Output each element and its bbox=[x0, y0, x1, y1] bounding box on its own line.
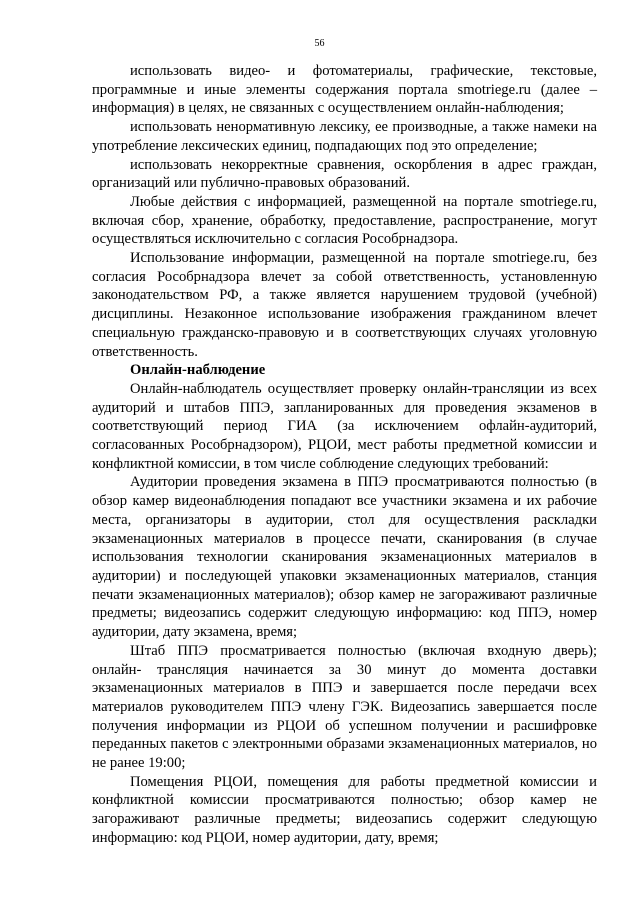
paragraph-observer-duties: Онлайн-наблюдатель осуществляет проверку онлайн-трансляции из всех аудиторий и штабов ППЭ, запланированных для проведения экзаменов в соответствующий период ГИА (за исключением офлайн-аудиторий, согласованных Рособрнадзором), РЦОИ, мест работы предметной комиссии и конфликтной комиссии, в том числе соблюдение следующих требований: bbox=[92, 380, 597, 472]
paragraph-ppe-headquarters: Штаб ППЭ просматривается полностью (включая входную дверь); онлайн- трансляция начинается за 30 минут до момента доставки экзаменационных материалов в ППЭ и завершается после передачи всех материалов руководителем ППЭ члену ГЭК. Видеозапись завершается после получения информации из РЦОИ об успешном получении и расшифровке переданных пакетов с электронными образами экзаменационных материалов, но не ранее 19:00; bbox=[92, 642, 597, 772]
paragraph-prohibition-language: использовать ненормативную лексику, ее производные, а также намеки на употребление лексических единиц, подпадающих под это определение; bbox=[92, 119, 597, 154]
paragraph-rcoi-premises: Помещения РЦОИ, помещения для работы предметной комиссии и конфликтной комиссии просматриваются полностью; обзор камер не загораживают различные предметы; видеозапись содержит следующую информацию: код РЦОИ, номер аудитории, дату, время; bbox=[92, 773, 597, 846]
section-heading-online-observation: Онлайн-наблюдение bbox=[130, 362, 266, 379]
paragraph-exam-rooms: Аудитории проведения экзамена в ППЭ просматриваются полностью (в обзор камер видеонаблюдения попадают все участники экзамена и их рабочие места, организаторы в аудитории, стол для осуществления раскладки экзаменационных материалов в процессе печати, сканирования (в случае использования технологии сканирования экзаменационных материалов в аудитории) и последующей упаковки экзаменационных материалов, станция печати экзаменационных материалов); обзор камер не загораживают различные предметы; видеозапись содержит следующую информацию: код ППЭ, номер аудитории, дату экзамена, время; bbox=[92, 474, 597, 641]
page-number: 56 bbox=[314, 38, 325, 49]
paragraph-prohibition-materials: использовать видео- и фотоматериалы, графические, текстовые, программные и иные элементы содержания портала smotriege.ru (далее – информация) в целях, не связанных с осуществлением онлайн-наблюдения; bbox=[92, 63, 597, 117]
paragraph-responsibility: Использование информации, размещенной на портале smotriege.ru, без согласия Рособрнадзора влечет за собой ответственность, установленную законодательством РФ, а также является нарушением трудовой (учебной) дисциплины. Незаконное использование изображения гражданином влечет специальную гражданско-правовую и в соответствующих случаях уголовную ответственность. bbox=[92, 250, 597, 360]
document-body bbox=[92, 62, 597, 848]
paragraph-prohibition-insults: использовать некорректные сравнения, оскорбления в адрес граждан, организаций или публично-правовых образований. bbox=[92, 156, 597, 192]
paragraph-information-actions: Любые действия с информацией, размещенной на портале smotriege.ru, включая сбор, хранение, обработку, предоставление, распространение, могут осуществляться исключительно с согласия Рособрнадзора. bbox=[92, 193, 597, 248]
